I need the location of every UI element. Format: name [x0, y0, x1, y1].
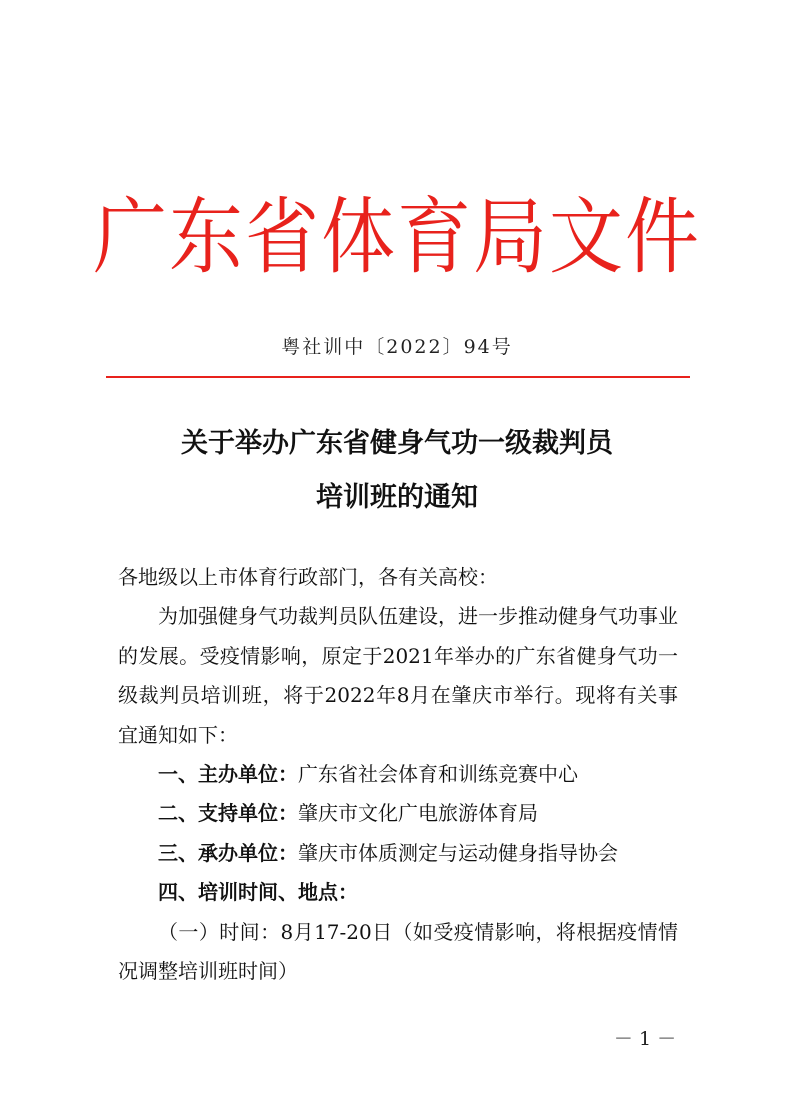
document-title-line1: 关于举办广东省健身气功一级裁判员 [181, 428, 613, 459]
item-text: 广东省社会体育和训练竞赛中心 [298, 762, 578, 787]
item-heading: 一、主办单位： [158, 762, 298, 787]
item-heading: 二、支持单位： [158, 801, 298, 826]
item-organizer [118, 755, 678, 794]
page-number: － 1 － [613, 1028, 677, 1050]
item-text: 肇庆市体质测定与运动健身指导协会 [298, 840, 618, 865]
document-body [118, 558, 678, 991]
sub-item-time: （一）时间：8月17-20日（如受疫情影响，将根据疫情情况调整培训班时间） [118, 919, 678, 984]
item-host [118, 834, 678, 873]
red-separator-line [106, 376, 690, 378]
issuer-masthead: 广东省体育局文件 [93, 189, 701, 286]
item-time-place [118, 873, 678, 912]
document-number: 粤社训中〔2022〕94号 [281, 336, 513, 358]
item-heading: 三、承办单位： [158, 840, 298, 865]
document-title-line2: 培训班的通知 [316, 482, 478, 513]
salutation: 各地级以上市体育行政部门，各有关高校： [118, 565, 498, 589]
intro-paragraph: 为加强健身气功裁判员队伍建设，进一步推动健身气功事业的发展。受疫情影响，原定于2021年举办的广东省健身气功一级裁判员培训班，将于2022年8月在肇庆市举行。现将有关事宜通知如下： [118, 604, 678, 747]
item-supporter [118, 794, 678, 833]
item-text: 肇庆市文化广电旅游体育局 [298, 801, 538, 826]
item-heading: 四、培训时间、地点： [158, 880, 358, 905]
